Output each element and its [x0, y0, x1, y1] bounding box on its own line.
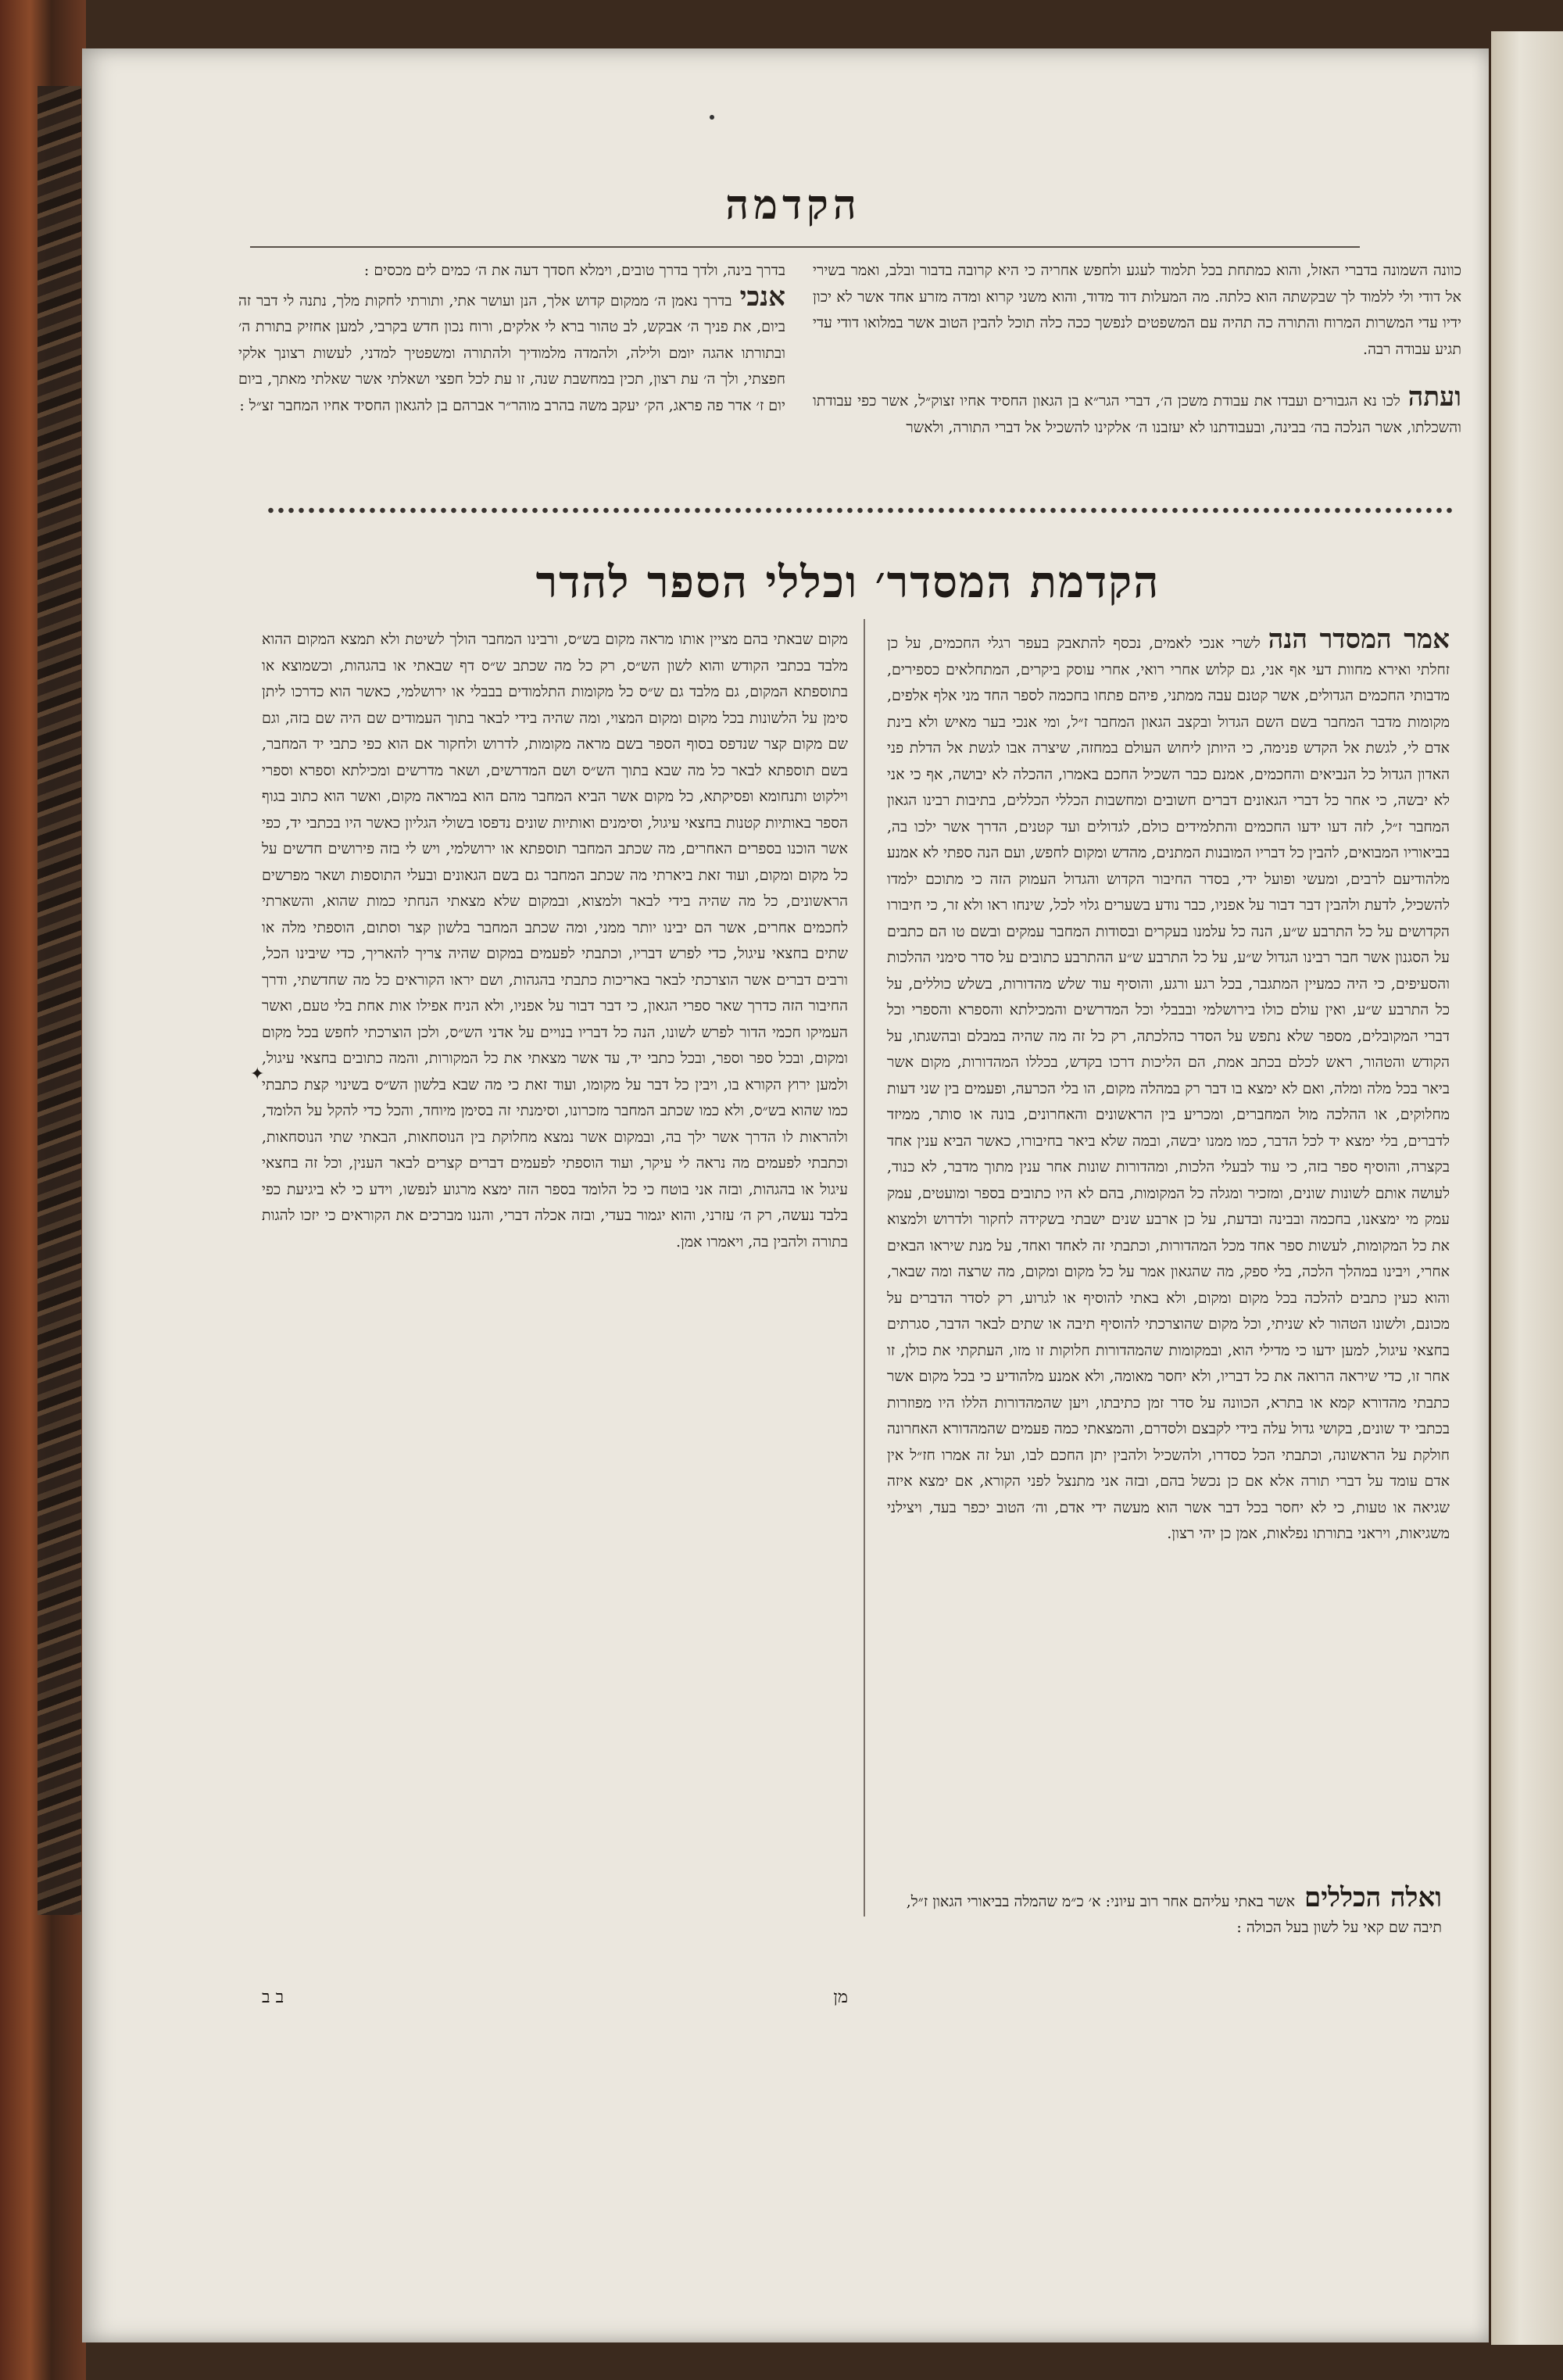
book-page — [82, 48, 1489, 2342]
page-mark — [710, 115, 714, 120]
next-page-edge — [1491, 31, 1563, 2345]
intro-right-text: כוונה השמונה בדברי האזל, והוא כמתחת בכל תלמוד לעגע ולחפש אחריה כי היא קרובה בדבור ובלב, ואמר בשירי אל דודי ולי ללמוד לך שבקשתה הוא כלתה. מה המעלות דוד מדוד, והוא משני קרוא ומדה מזרע אחד אשר לא יכון ידיו עדי המשרות המרוח והתורה כה תהיה עם המשפטים לנפשך ככה כלה תוכל להבין הטוב אשר במלואו דודי עדי תגיע עבודה רבה. — [813, 262, 1461, 358]
catchword-line — [262, 1987, 848, 2007]
closing-text: אשר באתי עליהם אחר רוב עיוני: א׳ כ״מ שהמלה בביאורי הגאון ז״ל, תיבה שם קאי על לשון בעל הכולה : — [906, 1893, 1442, 1936]
column-divider — [864, 619, 865, 1917]
ornamental-separator — [266, 505, 1454, 516]
signature-mark: ב ב — [262, 1988, 284, 2007]
intro-lead-word: ועתה — [1407, 385, 1461, 413]
main-right-column — [887, 627, 1450, 1877]
intro-right-bottom — [813, 385, 1461, 494]
intro-right-bottom-text: לכו נא הגבורים ועבדו את עבודת משכן ה׳, דברי הגר״א בן הגאון החסיד אחיו זצוק״ל, אשר כפי עבודתו והשכלתו, אשר הנלכה בה׳ בבינה, ובעבודתנו לא יעזבנו ה׳ אלקינו להשכיל אל דברי התורה, ולאשר — [813, 392, 1461, 436]
intro-left-lead: אנכי — [739, 281, 785, 313]
intro-left-text: בדרך נאמן ה׳ ממקום קדוש אלך, הנן ועושר אתי, ותורתי לחקות מלך, נתנה לי דבר זה ביום, את פניך ה׳ אבקש, לב טהור ברא לי אלקים, ורוח נכון חדש בקרבי, למען אחזיק בתורת ה׳ ובתורתו אהגה יומם ולילה, ולהמדה מלמודיך ולהתורה ומשפטיך למדני, לעשות רצונך אלקי חפצתי, ולך ה׳ עת רצון, תכין במחשבת שנה, זו עת לכל חפצי ושאלתי אשר שאלתי מאתך, ביום יום ז׳ אדר פה פראג, הק׳ יעקב משה בהרב מוהר״ר אברהם בן להגאון החסיד אחיו המחבר זצ״ל : — [238, 292, 785, 414]
main-left-column — [262, 627, 848, 1979]
main-right-text: לשרי אנכי לאמים, נכסף להתאבק בעפר רגלי החכמים, על כן זחלתי ואירא מחוות דעי אף אני, גם קלוש אחרי רואי, אחרי עוסק ביקרים, המתחלאים כספירים, מדבותי החכמים הגדולים, אשר קטנם עבה ממתני, פיהם פתחו בחכמה לספר החד מני אלף אלפים, מקומות מדבר המחבר בשם השם הגדול ובקצב הגאון המחבר ז״ל, ומי אנכי בער מאיש ולא בינת אדם לי, לגשת אל הקדש פנימה, כי היותן ליחוש העולם במחזה, שיצרה אבו לגשת אל הדלת פני האדון הגדול כל הנביאים והחכמים, אמנם כבר השכיל החכם באמרו, ההכלה לא יבושה, אף כי אני לא יבשה, כי אחר כל דברי הגאונים דברים חשובים ומחשבות הכללי הכללים, בתיבות רבינו הגאון המחבר ז״ל, לזה דעו ידעו החכמים והתלמידים כולם, לגדולים ועד קטנים, הדרך אשר ילכו בה, בביאוריו המבואים, להבין כל דבריו המובנות המתנים, מהדש ומקום לחפש, ועם הנה ספתי לא אמנע מלהודיעם לרבים, ומעשי ופועל ידי, בסדר החיבור הקדוש והגדול העמוק הזה כי מתוכם ילמדו להשכיל, לדעת ולהבין דבר דבור על אפניו, כבר נודע בשערים גלוי לכל, שינחו ראו ולא זר, כי חיבורו הקדושים על כל התרבע ש״ע, הנה כל עלמנו בעקרים ובסודות המחבר עמקים ובשם טו הם כתבים על הסגנון אשר חבר רבינו הגדול ש״ע, על כל התרבע ש״ע ההתרבע כתובים על סדר סימני ההלכות והסעיפים, כי היה כמעיין המתגבר, בכל רגע ורגע, והוסיף עוד שלש מהדורות, בשלש כוללים, על כל התרבע ש״ע, ואין עולם כולו בירושלמי ובבבלי וכל המדרשים והמכילתא והספרא והספרי וכל דברי המקובלים, מספר שלא נתפש על הסדר כהלכתה, רק כל זה מה שהיה במבלם ובהשגתו, על הקודש והטהור, ראש לכלם בכתב אמת, הם הליכות דרכו בקדש, בכללו המהדורות, מקום אשר ביאר בכל מלה ומלה, ואם לא ימצא בו דבר רק במהלה מקום, הו בלי הכרעה, ופעמים בין שני דעות מחלוקים, או ההלכה מול המחברים, ומכריע בין הראשונים והאחרונים, בונה או סותר, ממיזד לדברים, בלי ימצא יד לכל הדבר, כמו ממנו יבשה, ובמה שלא ביאר בחיבורו, כאשר הביא ענין אחד בקצרה, והוסיף ספר בזה, כי עוד לבעלי הלכות, ומהדורות שונות אחר ענין מתוך מדבר, לא כנוד, לעושה אותם לשונות שונים, ומזכיר ומגלה כל המקומות, בהם לא היו כתובים בספר ומועטים, עמק עמק מי ימצאנו, בחכמה ובבינה ובדעת, על כן ארבע שנים ישבתי בשקידה לחקור ולדרוש ולמצוא את כל המקומות, לעשות ספר אחד מכל המהדורות, וכתבתי זה לאחד ואחד, על מנת שיראו הבאים אחרי, ויבינו במהלך הלכה, בלי ספק, מה שהגאון אמר על כל מקום ומקום, מה שרצה ומה שבאר, והוא כעין כתבים להלכה בכל מקום ומקום, ולא באתי להוסיף או לגרוע, רק לסדר הדברים על מכונם, ולשונו הטהור לא שניתי, וכל מקום שהוצרכתי להוסיף תיבה או שתים לבאר הדבר, סגרתים בחצאי עיגול, למען ידעו כי מדילי הוא, ובמקומות שהמהדורות חלוקות זו מזו, העתקתי את כולן, זו אחר זו, כדי שיראה הרואה את כל דבריו, ולא יחסר מאומה, ולא אמנע מלהודיע כי בכל מקום אשר כתבתי מהדורא קמא או בתרא, הכוונה על סדר זמן כתיבתו, ויען שהמהדורות הללו היו מפוזרות בכתבי יד שונים, בקושי גדול עלה בידי לקבצם ולסדרם, והמצאתי כמה פעמים שהמהדורא האחרונה חולקת על הראשונה, וכתבתי הכל כסדרו, ולהשכיל ולהבין יתן החכם לבו, ועל זה אמרו חז״ל אין אדם עומד על דברי תורה אלא אם כן נכשל בהם, ובזה אני מתנצל לפני הקורא, אם ימצא איזה שגיאה או טעות, כי לא יחסר בכל דבר אשר הוא מעשה ידי אדם, וה׳ הטוב יכפר בעד, ויצילני משגיאות, ויראני בתורתו נפלאות, אמן כן יהי רצון. — [887, 635, 1450, 1542]
page-title: הקדמה — [725, 181, 861, 229]
closing-lead: ואלה הכללים — [1304, 1882, 1442, 1913]
intro-right-column — [813, 258, 1461, 375]
catchword: מן — [833, 1988, 848, 2007]
section-title: הקדמת המסדר׳ וכללי הספר להדר — [535, 557, 1161, 608]
intro-left-opening: בדרך בינה, ולדך בדרך טובים, וימלא חסדך דעה את ה׳ כמים לים מכסים : — [363, 262, 785, 279]
header-rule — [250, 246, 1360, 248]
marbled-board — [38, 86, 81, 1915]
closing-rules — [895, 1882, 1442, 1941]
main-lead-phrase: אמר המסדר הנה — [1268, 627, 1450, 655]
main-left-text: מקום שבאתי בהם מציין אותו מראה מקום בש״ס, ורבינו המחבר הולך לשיטת ולא תמצא המקום ההוא מלבד בכתבי הקודש והוא לשון הש״ס, רק כל מה שכתב ש״ס דף שבאתי או בהגהות, וכשמוצא או בתוספתא המקום, גם מלבד גם ש״ס כל מקומות התלמודים בבבלי או ירושלמי, כאשר הוא כדרכו ליתן סימן על הלשונות בכל מקום ומקום המצוי, ומה שהיה בידי לבאר בתוך העמודים שם היה שם בזה, וגם שם מקום קצר שנדפס בסוף הספר בשם מראה מקומות, לדרוש ולחקור אם הוא כפי כתבי יד המחבר, בשם תוספתא לבאר כל מה שבא בתוך הש״ס ושם המדרשים, ושאר מדרשים ומכילתא וספרא וספרי וילקוט ותנחומא ופסיקתא, כל מקום אשר הביא המחבר מהם הוא במראה מקום, ואשר הוא כתוב בגוף הספר באותיות קטנות בחצאי עיגול, וסימנים ואותיות שונים נדפסו בשולי הגליון כאשר היו בכתבי יד, כפי אשר הוכנו בספרים האחרים, מה שכתב המחבר תוספתא או ירושלמי, ויש לי בזה פירושים חדשים על כל מקום ומקום, ועוד זאת ביארתי מה שכתב המחבר גם בשם הגאונים ובעלי התוספות ושאר מפרשים הראשונים, כל מה שהיה בידי לבאר ולמצוא, ובמקום שלא מצאתי הנחתי כמות שהוא, והשארתי לחכמים אחרים, אשר הם יבינו יותר ממני, ומה שכתב המחבר בלשון קצר וסתום, הוספתי מלה או שתים בחצאי עיגול, כדי לפרש דבריו, וכתבתי לפעמים במקום שהיה צריך להאריך, כדי שיבינו הכל, ורבים דברים אשר הוצרכתי לבאר באריכות כתבתי בהגהות, ושם יראו הקוראים כל מה שחדשתי, ודרך החיבור הזה כדרך שאר ספרי הגאון, כי דבר דבור על אפניו, ולא הניח אפילו אות אחת בלי טעם, ואשר העמיקו חכמי הדור לפרש לשונו, הנה כל דבריו בנויים על אדני הש״ס, ולכן הוצרכתי לחפש בכל מקום ומקום, ובכל ספר וספר, ובכל כתבי יד, עד אשר מצאתי את כל המקורות, והמה כתובים בחצאי עיגול, ולמען ירוץ הקורא בו, ויבין כל דבר על מקומו, ועוד זאת כי מה שבא בלשון הש״ס בשינוי קצת כתבתי כמו שהוא בש״ס, ולא כמו שכתב המחבר מזכרונו, וסימנתי זה בסימן מיוחד, והכל כדי להקל על הלומד, ולהראות לו הדרך אשר ילך בה, ובמקום אשר נמצא מחלוקת בין הנוסחאות, הבאתי שתי הנוסחאות, וכתבתי לפעמים מה נראה לי עיקר, ועוד הוספתי לפעמים דברים קצרים לבאר הענין, וכל זה בחצאי עיגול או בהגהות, ובזה אני בוטח כי כל הלומד בספר הזה ימצא מרגוע לנפשו, וידע כי לא ביגיעת כפי בלבד נעשה, רק ה׳ עזרני, והוא יגמור בעדי, ובזה אכלה דברי, והננו מברכים את הקוראים כי יזכו להגות בתורה ולהבין בה, ויאמרו אמן. — [262, 631, 848, 1251]
intro-left-column — [238, 258, 785, 496]
margin-mark: ✦ — [250, 1065, 265, 1084]
